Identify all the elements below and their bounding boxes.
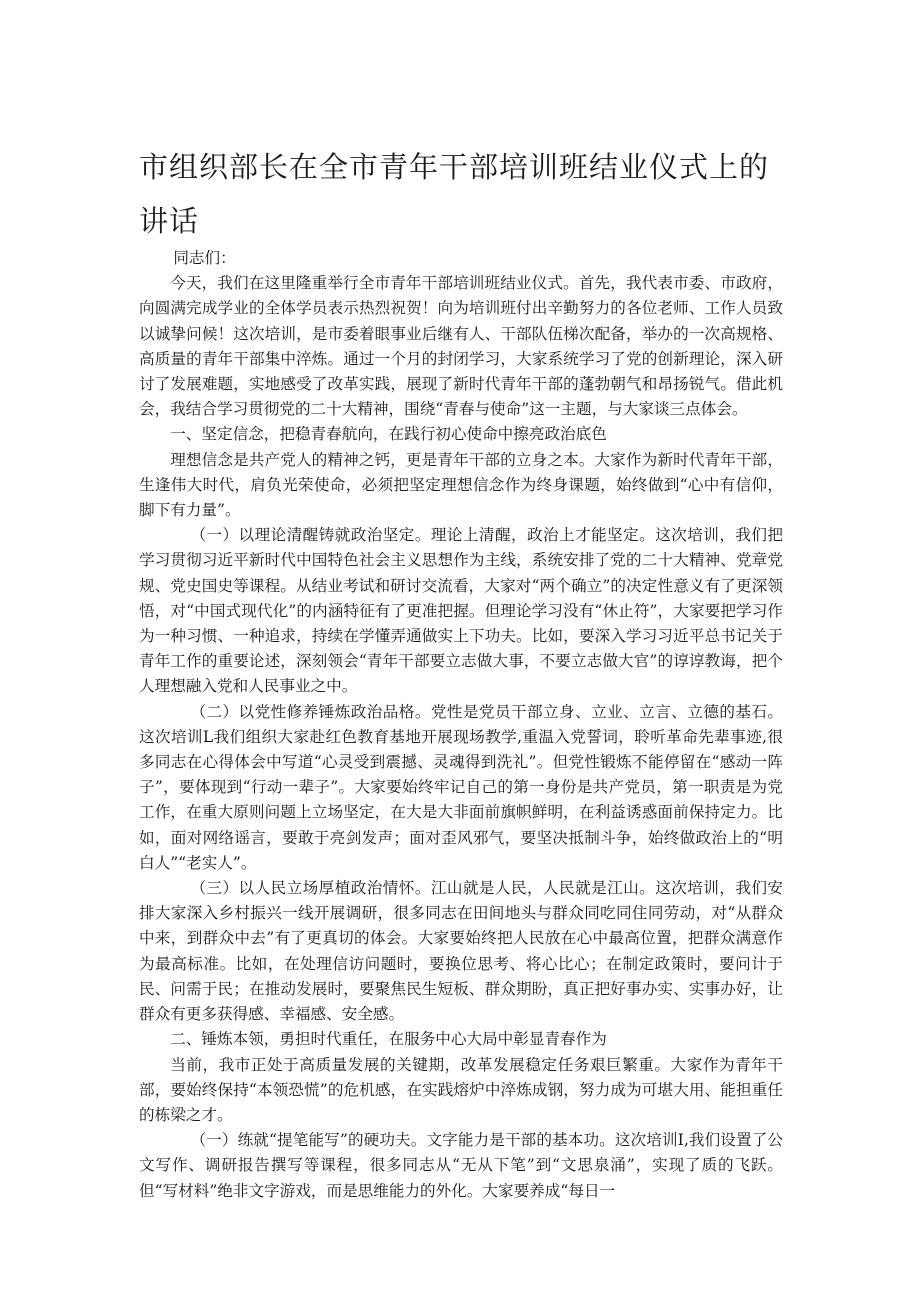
paragraph-intro: 今天，我们在这里隆重举行全市青年干部培训班结业仪式。首先，我代表市委、市政府，向圆满完成学业的全体学员表示热烈祝贺！向为培训班付出辛勤努力的各位老师、工作人员致以诚挚问候！这次培训，是市委着眼事业后继有人、干部队伍梯次配备，举办的一次高规格、高质量的青年干部集中淬炼。通过一个月的封闭学习，大家系统学习了党的创新理论，深入研讨了发展难题，实地感受了改革实践，展现了新时代青年干部的蓬勃朝气和昂扬锐气。借此机会，我结合学习贯彻党的二十大精神，围绕“青春与使命”这一主题，与大家谈三点体会。 [139, 274, 783, 419]
paragraph-section-1-intro: 理想信念是共产党人的精神之钙，更是青年干部的立身之本。大家作为新时代青年干部，生逢伟大时代，肩负光荣使命，必须把坚定理想信念作为终身课题，始终做到“心中有信仰，脚下有力量”。 [139, 450, 783, 520]
paragraph-subpoint-1-2: （二）以党性修养锤炼政治品格。党性是党员干部立身、立业、立言、立德的基石。这次培训L我们组织大家赴红色教育基地开展现场教学,重温入党誓词，聆听革命先辈事迹,很多同志在心得体会中写道“心灵受到震撼、灵魂得到洗礼”。但党性锻炼不能停留在“感动一阵子”，要体现到“行动一辈子”。大家要始终牢记自己的第一身份是共产党员，第一职责是为党工作，在重大原则问题上立场坚定，在大是大非面前旗帜鲜明，在利益诱惑面前保持定力。比如，面对网络谣言，要敢于亮剑发声；面对歪风邪气，要坚决抵制斗争，始终做政治上的“明白人”“老实人”。 [139, 702, 783, 872]
salutation: 同志们： [173, 249, 236, 267]
document-title: 市组织部长在全市青年干部培训班结业仪式上的讲话 [139, 150, 770, 238]
paragraph-subpoint-1-3: （三）以人民立场厚植政治情怀。江山就是人民，人民就是江山。这次培训，我们安排大家深入乡村振兴一线开展调研，很多同志在田间地头与群众同吃同住同劳动，对“从群众中来，到群众中去”有了更真切的体会。大家要始终把人民放在心中最高位置，把群众满意作为最高标准。比如，在处理信访问题时，要换位思考、将心比心；在制定政策时，要问计于民、问需于民；在推动发展时，要聚焦民生短板、群众期盼，真正把好事办实、实事办好，让群众有更多获得感、幸福感、安全感。 [139, 879, 783, 1024]
paragraph-section-2-intro: 当前，我市正处于高质量发展的关键期，改革发展稳定任务艰巨繁重。大家作为青年干部，要始终保持“本领恐慌”的危机感，在实践熔炉中淬炼成钢，努力成为可堪大用、能担重任的栋梁之才。 [139, 1055, 783, 1124]
paragraph-subpoint-2-1: （一）练就“提笔能写”的硬功夫。文字能力是干部的基本功。这次培训I,我们设置了公文写作、调研报告撰写等课程，很多同志从“无从下笔”到“文思泉涌”，实现了质的飞跃。但“写材料”绝非文字游戏，而是思维能力的外化。大家要养成“每日一 [139, 1131, 783, 1200]
section-heading-2: 二、锤炼本领，勇担时代重任，在服务中心大局中彰显青春作为 [170, 1030, 607, 1049]
document-body [139, 246, 783, 1204]
paragraph-subpoint-1-1: （一）以理论清醒铸就政治坚定。理论上清醒，政治上才能坚定。这次培训，我们把学习贯彻习近平新时代中国特色社会主义思想作为主线，系统安排了党的二十大精神、党章党规、党史国史等课程。从结业考试和研讨交流看，大家对“两个确立”的决定性意义有了更深领悟，对“中国式现代化”的内涵特征有了更准把握。但理论学习没有“休止符”，大家要把学习作为一种习惯、一种追求，持续在学懂弄通做实上下功夫。比如，要深入学习习近平总书记关于青年工作的重要论述，深刻领会“青年干部要立志做大事，不要立志做大官”的谆谆教诲，把个人理想融入党和人民事业之中。 [139, 526, 783, 696]
section-heading-1: 一、坚定信念，把稳青春航向，在践行初心使命中擦亮政治底色 [170, 425, 607, 444]
